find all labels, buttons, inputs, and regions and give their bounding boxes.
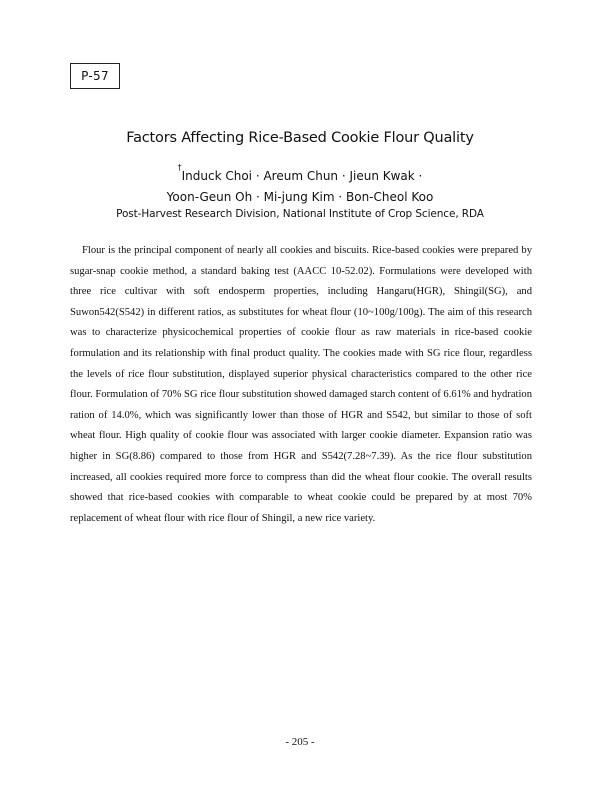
poster-code-box [70, 63, 120, 89]
corresponding-author-marker: † [177, 163, 182, 172]
author-line-2: Yoon-Geun Oh · Mi-jung Kim · Bon-Cheol Koo [166, 190, 434, 204]
author-list [0, 163, 600, 208]
page-number: - 205 - [285, 736, 315, 748]
author-line-1 [0, 163, 600, 187]
paper-title: Factors Affecting Rice-Based Cookie Flour Quality [126, 130, 474, 146]
affiliation: Post-Harvest Research Division, National Institute of Crop Science, RDA [116, 208, 484, 220]
abstract-body: Flour is the principal component of nearly all cookies and biscuits. Rice-based cookies were prepared by sugar-snap cookie method, a standard baking test (AACC 10-52.02). Formulations were developed with three rice cultivar with soft endosperm properties, including Hangaru(HGR), Shingil(SG), and Suwon542(S542) in different ratios, as substitutes for wheat flour (10~100g/100g). The aim of this research was to characterize physicochemical properties of cookie flour as raw materials in rice-based cookie formulation and its relationship with final product quality. The cookies made with SG rice flour, regardless the levels of rice flour substitution, displayed superior physical characteristics compared to the other rice flour. Formulation of 70% SG rice flour substitution showed damaged starch content of 6.61% and hydration ration of 14.0%, which was significantly lower than those of HGR and S542, but similar to those of soft wheat flour. High quality of cookie flour was associated with larger cookie diameter. Expansion ratio was higher in SG(8.86) compared to those from HGR and S542(7.28~7.39). As the rice flour substitution increased, all cookies required more force to compress than did the wheat flour cookie. The overall results showed that rice-based cookies with comparable to wheat cookie could be prepared by at most 70% replacement of wheat flour with rice flour of Shingil, a new rice variety. [70, 245, 532, 524]
poster-code: P-57 [81, 69, 109, 83]
author-names-1: Induck Choi · Areum Chun · Jieun Kwak · [181, 169, 423, 183]
